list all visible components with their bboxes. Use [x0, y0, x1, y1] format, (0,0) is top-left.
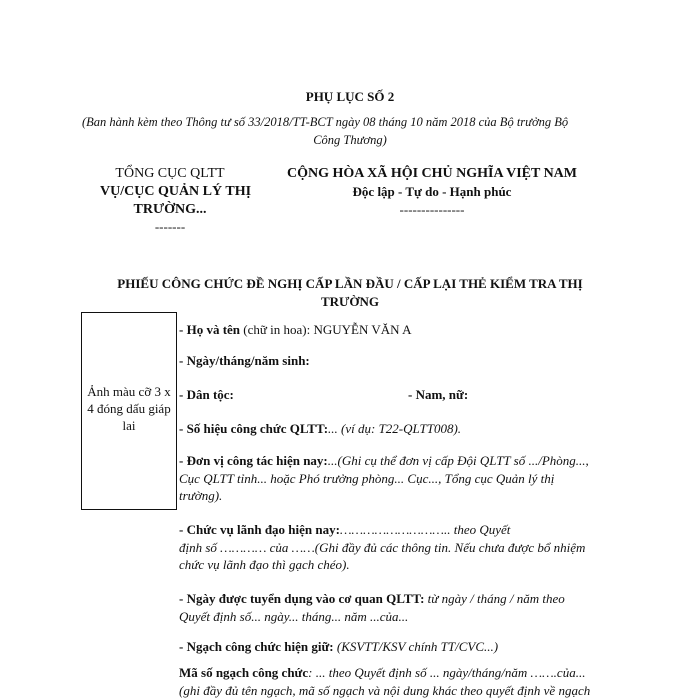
appendix-subtitle-line2: Công Thương)	[313, 133, 387, 147]
position-dots: ………………………..	[339, 522, 451, 537]
full-name-row	[179, 322, 411, 338]
work-unit-value: ...(Ghi cụ thể đơn vị cấp Đội QLTT số .../Phòng...,	[327, 453, 589, 468]
full-name-label: - Họ và tên	[179, 322, 241, 337]
rank-label: - Ngạch công chức hiện giữ:	[179, 639, 334, 654]
gender-label: - Nam, nữ:	[408, 387, 469, 402]
work-unit-line2: Cục QLTT tỉnh... hoặc Phó trưởng phòng... Cục..., Tổng cục Quản lý thị	[179, 471, 555, 486]
position-line2: định số ………… của ……(Ghi đầy đủ các thông tin. Nếu chưa được bổ nhiệm	[179, 540, 586, 555]
rank-row	[179, 639, 498, 655]
form-title-line2: TRƯỜNG	[320, 294, 380, 309]
officer-id-label: - Số hiệu công chức QLTT:	[179, 421, 329, 436]
rank-code-label: Mã số ngạch công chức	[179, 665, 309, 680]
dob-label: - Ngày/tháng/năm sinh:	[179, 353, 310, 368]
position-label: - Chức vụ lãnh đạo hiện nay:	[179, 522, 340, 537]
recruitment-value: từ ngày / tháng / năm theo	[424, 591, 565, 606]
form-title-line1: PHIẾU CÔNG CHỨC ĐỀ NGHỊ CẤP LẦN ĐẦU / CẤP LẠI THẺ KIỂM TRA THỊ	[117, 276, 583, 291]
rank-code-row	[179, 665, 585, 681]
agency-line1: TỔNG CỤC QLTT	[115, 166, 225, 181]
work-unit-row	[179, 453, 589, 469]
position-row	[179, 522, 510, 538]
rank-code-line2: (ghi đầy đủ tên ngạch, mã số ngạch và nội dung khác theo quyết định về ngạch	[179, 683, 591, 698]
full-name-hint: (chữ in hoa):	[243, 322, 311, 337]
recruitment-row	[179, 591, 565, 607]
rank-value: (KSVTT/KSV chính TT/CVC...)	[333, 639, 499, 654]
recruitment-label: - Ngày được tuyển dụng vào cơ quan QLTT:	[179, 591, 425, 606]
work-unit-line3: trường).	[179, 488, 223, 503]
position-tail: theo Quyết	[450, 522, 511, 537]
work-unit-label: - Đơn vị công tác hiện nay:	[179, 453, 328, 468]
photo-box	[81, 312, 177, 510]
recruitment-line2: Quyết định số... ngày... tháng... năm ...của...	[179, 609, 409, 624]
agency-divider: -------	[154, 219, 186, 234]
rank-code-value: : ... theo Quyết định số ... ngày/tháng/năm …….của...	[308, 665, 586, 680]
appendix-title: PHỤ LỤC SỐ 2	[305, 89, 395, 104]
motto-divider: ---------------	[399, 202, 465, 217]
ethnicity-label: - Dân tộc:	[179, 387, 234, 402]
country-motto: Độc lập - Tự do - Hạnh phúc	[352, 184, 512, 199]
full-name-value: NGUYỄN VĂN A	[313, 322, 412, 337]
officer-id-value: ... (ví dụ: T22-QLTT008).	[328, 421, 462, 436]
appendix-subtitle-line1: (Ban hành kèm theo Thông tư số 33/2018/TT-BCT ngày 08 tháng 10 năm 2018 của Bộ trưởng Bộ	[82, 115, 569, 129]
officer-id-row	[179, 421, 461, 437]
position-line3: chức vụ lãnh đạo thì gạch chéo).	[179, 557, 350, 572]
agency-line2: VỤ/CỤC QUẢN LÝ THỊ	[100, 184, 252, 199]
country-name: CỘNG HÒA XÃ HỘI CHỦ NGHĨA VIỆT NAM	[286, 166, 577, 181]
agency-line3: TRƯỜNG...	[133, 202, 207, 217]
photo-instruction: Ảnh màu cỡ 3 x 4 đóng dấu giáp lai	[87, 384, 171, 433]
